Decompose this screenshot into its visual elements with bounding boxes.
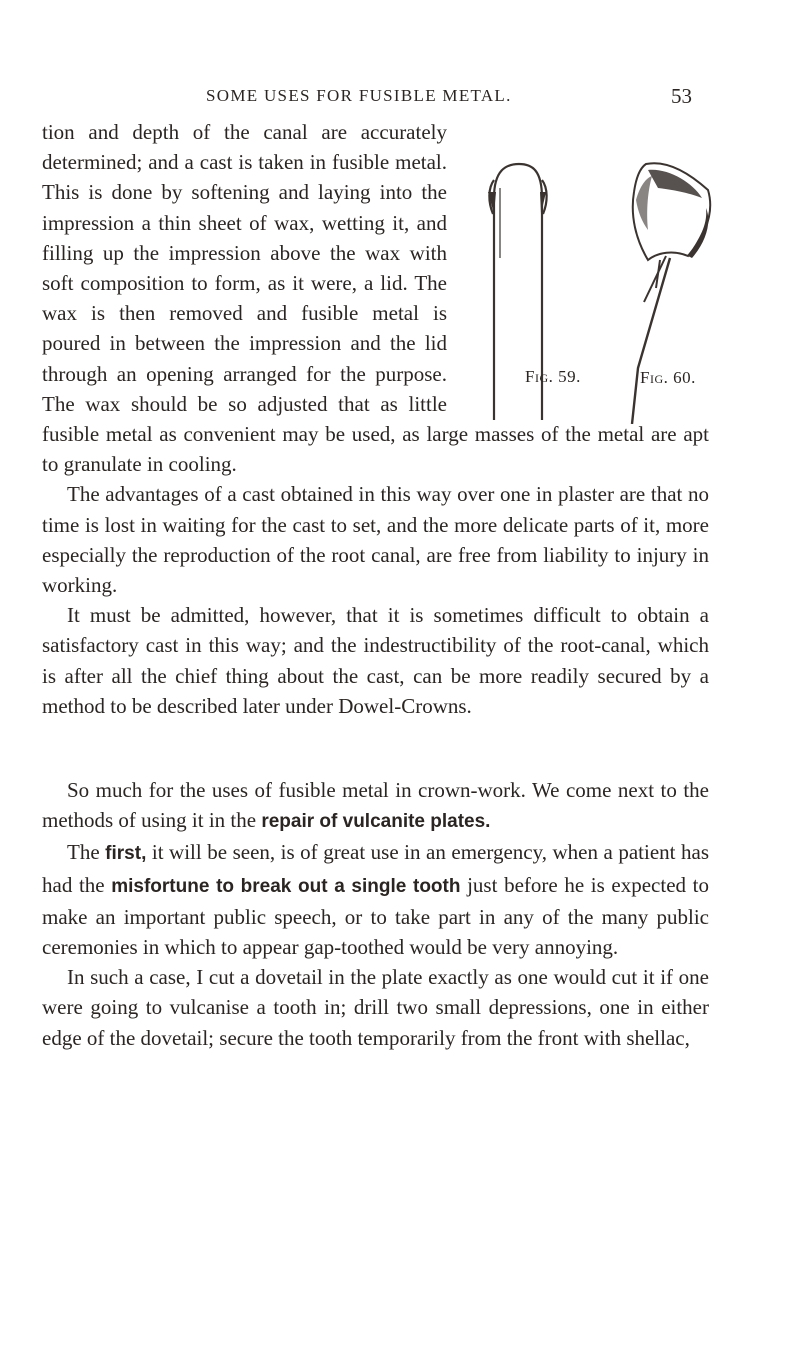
page-header [206,86,706,116]
figure-59-caption: Fig. 59. [525,367,581,386]
text-block-bottom [42,775,709,1053]
paragraph-6: In such a case, I cut a dovetail in the plate exactly as one would cut it if one were going to vulcanise a tooth in; drill two small depressions, one in either edge of the dovetail; secure the tooth temporarily from the front with shellac, [42,965,709,1050]
paragraph-2: The advantages of a cast obtained in this way over one in plaster are that no time is lost in waiting for the cast to set, and the more delicate parts of it, more especially the reproduction of the root canal, are free from liability to injury in working. [42,482,709,598]
figure-60-caption: Fig. 60. [640,368,696,387]
paragraph-5-text-b: it will be seen, is of great use in an emergency, when a patient has had the [42,840,709,897]
page-number: 53 [671,84,692,108]
running-title: SOME USES FOR FUSIBLE METAL. [206,86,512,105]
paragraph-4-text: So much for the uses of fusible metal in crown-work. We come next to the methods of using it in the [42,778,709,833]
paragraph-3: It must be admitted, however, that it is sometimes difficult to obtain a satisfactory cast in this way; and the indestructibility of the root-canal, which is after all the chief thing about the cast, can be more readily secured by a method to be described later under Dowel-Crowns. [42,603,709,718]
paragraph-5-emphasis-a: first, [105,843,147,865]
paragraph-1: tion and depth of the canal are accurately determined; and a cast is taken in fusible metal. This is done by softening and laying into the impression a thin sheet of wax, wetting it, and filling up the impression above the wax with soft composition to form, as it were, a lid. The wax is then removed and fusible metal is poured in between the impression and the lid through an opening arranged for the purpose. The wax should be so adjusted that as little fusible metal as convenient may be used, as large masses of the metal are apt to granulate in cooling. [42,120,709,477]
paragraph-5-text-a: The [67,840,106,865]
paragraph-5-emphasis-b: misfortune to break out a single tooth [111,875,461,897]
paragraph-4-emphasis: repair of vulcanite plates. [261,811,491,833]
paragraph-5 [42,837,709,962]
paragraph-5-text-c: just before he is expected to make an important public speech, or to take part in any of the many public ceremonies in which to appear gap-toothed would be very annoying. [42,872,709,960]
paragraph-4 [42,775,709,837]
